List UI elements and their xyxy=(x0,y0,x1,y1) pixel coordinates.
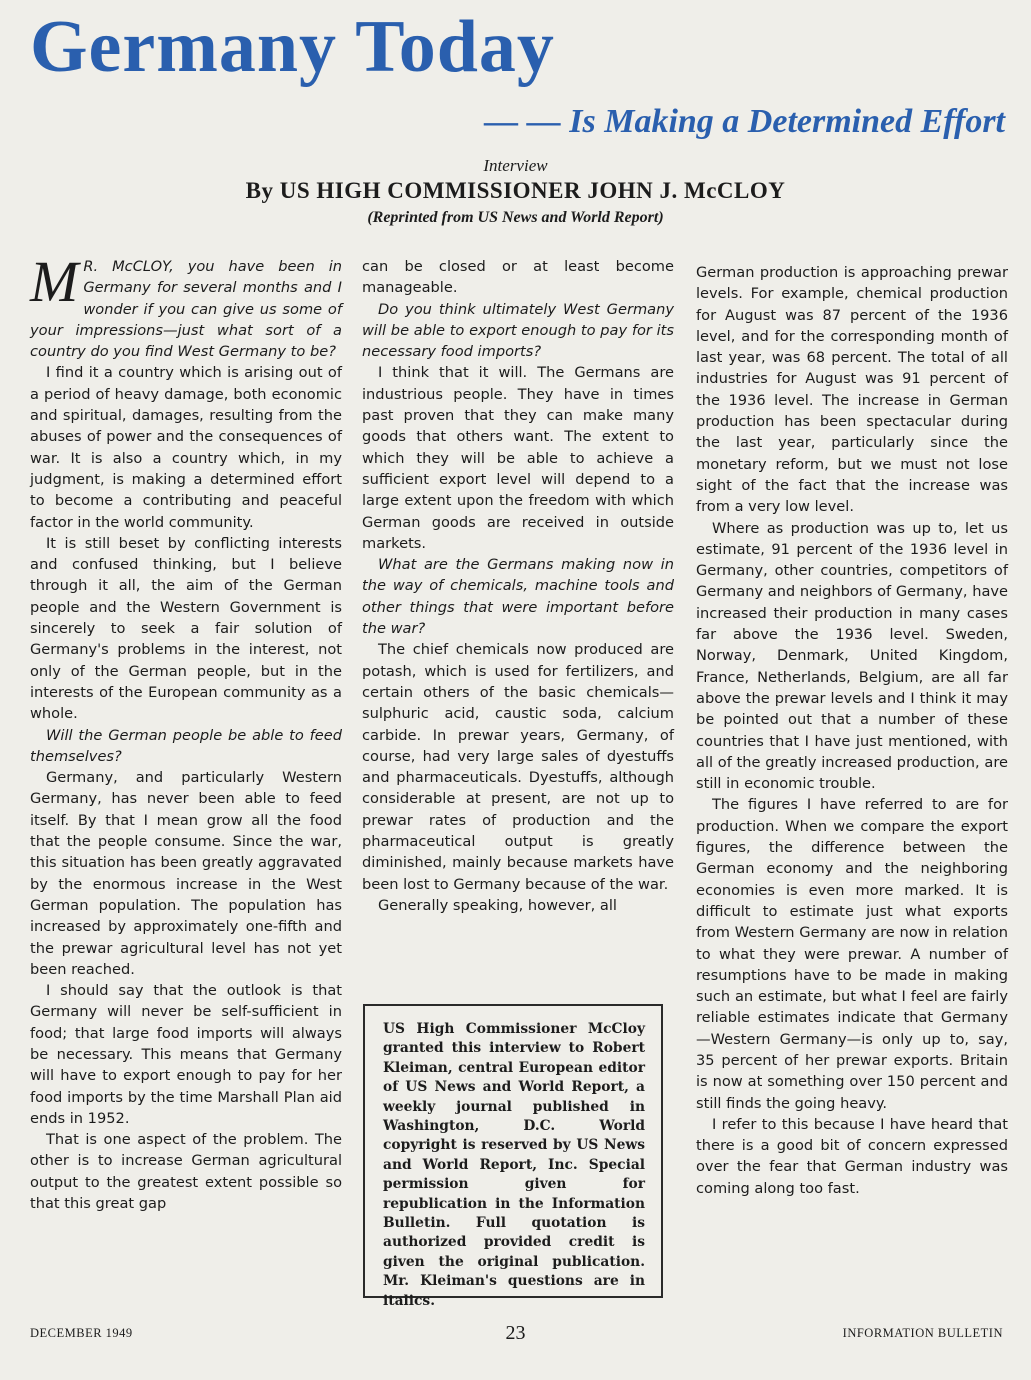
paragraph: The figures I have referred to are for production. When we compare the export figures, the difference between the German economy and the neighboring economies is even more marked. It is difficult to estimate just what exports from Western Germany are now in relation to what they were prewar. A number of resumptions have to be made in making such an estimate, but what I feel are fairly reliable estimates indicate that Germany—Western Germany—is only up to, say, 35 percent of her prewar exports. Britain is now at something over 150 percent and still finds the going heavy. xyxy=(696,796,1008,1112)
page-number: 23 xyxy=(505,1322,526,1344)
question-paragraph: What are the Germans making now in the way of chemicals, machine tools and other things that were important before the war? xyxy=(362,556,674,638)
paragraph xyxy=(30,249,342,362)
paragraph: German production is approaching prewar levels. For example, chemical production for August was 87 percent of the 1936 level, and for the corresponding month of last year, was 68 percent. The total of all industries for August was 91 percent of the 1936 level. The increase in German production has been spectacular during the last year, particularly since the monetary reform, but we must not lose sight of the fact that the increase was from a very low level. xyxy=(696,264,1008,516)
drop-cap: M xyxy=(30,249,79,314)
question-paragraph: Will the German people be able to feed themselves? xyxy=(30,726,342,765)
reprint-note: (Reprinted from US News and World Report) xyxy=(367,209,664,226)
article-column-2 xyxy=(362,256,674,916)
paragraph: I think that it will. The Germans are industrious people. They have in times past proven that they can make many goods that others want. The extent to which they will be able to achieve a sufficient export level will depend to a large extent upon the freedom with which German goods are received in outside markets. xyxy=(362,364,674,552)
footer-publication: INFORMATION BULLETIN xyxy=(842,1326,1003,1340)
paragraph: That is one aspect of the problem. The other is to increase German agricultural output to the greatest extent possible so that this great gap xyxy=(30,1131,342,1213)
article-title: Germany Today xyxy=(30,6,555,88)
question-paragraph: Do you think ultimately West Germany will be able to export enough to pay for its necessary food imports? xyxy=(362,300,674,361)
paragraph-text: R. McCLOY, you have been in Germany for several months and I wonder if you can give us some of your impressions—just what sort of a country do you find West Germany to be? xyxy=(30,258,342,361)
paragraph: I find it a country which is arising out of a period of heavy damage, both economic and spiritual, damages, resulting from the abuses of power and the consequences of war. It is also a country which, in my judgment, is making a determined effort to become a contributing and peaceful factor in the world community. xyxy=(30,364,342,531)
paragraph: Germany, and particularly Western Germany, has never been able to feed itself. By that I mean grow all the food that the people consume. Since the war, this situation has been greatly aggravated by the enormous increase in the West German population. The population has increased by approximately one-fifth and the prewar agricultural level has not yet been reached. xyxy=(30,769,342,978)
editor-note-box xyxy=(363,1004,663,1309)
footer-date: DECEMBER 1949 xyxy=(30,1326,133,1340)
article-column-1 xyxy=(30,249,342,1214)
article-subtitle: — — Is Making a Determined Effort xyxy=(484,103,1005,140)
paragraph: It is still beset by conflicting interests and confused thinking, but I believe through it all, the aim of the German people and the Western Government is sincerely to seek a fair solution of Germany's problems in the interest, not only of the German people, but in the interests of the European community as a whole. xyxy=(30,534,342,723)
paragraph: The chief chemicals now produced are potash, which is used for fertilizers, and certain others of the basic chemicals—sulphuric acid, caustic soda, calcium carbide. In prewar years, Germany, of course, had very large sales of dyestuffs and pharmaceuticals. Dyestuffs, although considerable at present, are not up to prewar rates of production and the pharmaceutical output is greatly diminished, mainly because markets have been lost to Germany because of the war. xyxy=(362,641,674,893)
article-column-3 xyxy=(696,262,1008,1199)
paragraph: I should say that the outlook is that Germany will never be self-sufficient in food; that large food imports will always be necessary. This means that Germany will have to export enough to pay for her food imports by the time Marshall Plan aid ends in 1952. xyxy=(30,982,342,1127)
editor-note-text: US High Commissioner McCloy granted this interview to Robert Kleiman, central European editor of US News and World Report, a weekly journal published in Washington, D.C. World copyright is reserved by US News and World Report, Inc. Special permission given for republication in the Information Bulletin. Full quotation is authorized provided credit is given the original publication. Mr. Kleiman's questions are in italics. xyxy=(383,1021,645,1309)
article-kicker: Interview xyxy=(483,156,548,175)
paragraph: Generally speaking, however, all xyxy=(378,896,617,914)
paragraph: I refer to this because I have heard that there is a good bit of concern expressed over the fear that German industry was coming along too fast. xyxy=(696,1115,1008,1197)
paragraph: Where as production was up to, let us estimate, 91 percent of the 1936 level in Germany, other countries, competitors of Germany and neighbors of Germany, have increased their production in many cases far above the 1936 level. Sweden, Norway, Denmark, United Kingdom, France, Netherlands, Belgium, are all far above the prewar levels and I think it may be pointed out that a number of these countries that I have just mentioned, with all of the greatly increased production, are still in economic trouble. xyxy=(696,519,1008,793)
paragraph: can be closed or at least become manageable. xyxy=(362,258,674,297)
article-byline: By US HIGH COMMISSIONER JOHN J. McCLOY xyxy=(245,178,786,203)
